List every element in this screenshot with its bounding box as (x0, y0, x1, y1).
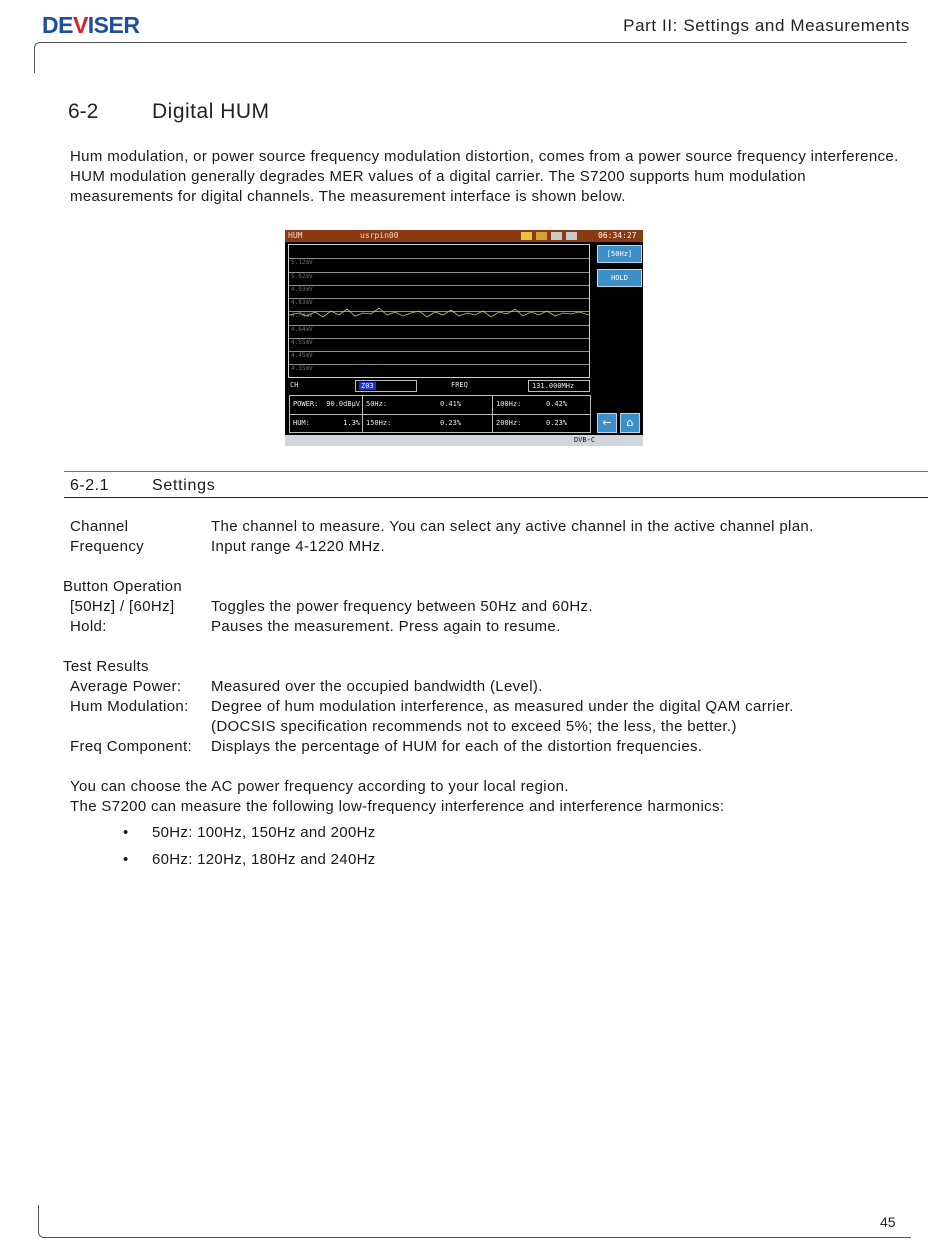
row-divider (290, 414, 590, 415)
closing-line: You can choose the AC power frequency according to your local region. (70, 778, 569, 795)
home-icon[interactable]: ⌂ (620, 413, 640, 433)
bullet-item: 50Hz: 100Hz, 150Hz and 200Hz (152, 824, 376, 841)
y-tick-label: 5.02mV (291, 273, 313, 280)
bullet-item: 60Hz: 120Hz, 180Hz and 240Hz (152, 851, 376, 868)
hum-measurement-screenshot (285, 230, 643, 446)
result-desc: Displays the percentage of HUM for each of the distortion frequencies. (211, 738, 703, 755)
result-term: Hum Modulation: (70, 698, 189, 715)
hz200-label: 200Hz: (496, 419, 522, 427)
result-term: Freq Component: (70, 738, 192, 755)
setting-desc: Input range 4-1220 MHz. (211, 538, 385, 555)
svg-text:DEVISER: DEVISER (42, 12, 140, 38)
mode-indicator: DVB-C (574, 436, 596, 444)
signal-icon (566, 232, 577, 240)
hz200-value: 0.23% (546, 419, 568, 427)
button-term: Hold: (70, 618, 107, 635)
hz100-value: 0.42% (546, 400, 568, 408)
power-value: 90.0dBμV (326, 400, 360, 408)
y-tick-label: 4.74mV (291, 312, 313, 319)
y-tick-label: 5.12mV (291, 259, 313, 266)
hum-value: 1.3% (343, 419, 360, 427)
result-term: Average Power: (70, 678, 182, 695)
test-results-heading: Test Results (63, 658, 149, 675)
footer-rule (38, 1205, 911, 1238)
battery-icon (521, 232, 532, 240)
hz50-label: 50Hz: (366, 400, 388, 408)
channel-field[interactable] (355, 380, 417, 392)
mode-label: HUM (288, 231, 303, 240)
power-label: POWER: (293, 400, 319, 408)
clock-label: 06:34:27 (598, 231, 637, 240)
freq-label: FREQ (451, 381, 468, 389)
closing-line: The S7200 can measure the following low-frequency interference and interference harmonics: (70, 798, 725, 815)
y-tick-label: 4.83mV (291, 299, 313, 306)
hz100-label: 100Hz: (496, 400, 522, 408)
result-desc: Degree of hum modulation interference, as measured under the digital QAM carrier. (211, 698, 794, 715)
part-title: Part II: Settings and Measurements (623, 16, 910, 35)
subsection-rule-top (64, 471, 928, 472)
page-number: 45 (880, 1214, 896, 1230)
back-icon[interactable]: ← (597, 413, 617, 433)
subsection-number: 6-2.1 (70, 477, 109, 494)
result-desc: Measured over the occupied bandwidth (Level). (211, 678, 543, 695)
hz50-value: 0.41% (440, 400, 462, 408)
freq-toggle-button[interactable]: [50Hz] (597, 245, 642, 263)
button-term: [50Hz] / [60Hz] (70, 598, 175, 615)
hum-label: HUM: (293, 419, 310, 427)
y-tick-label: 4.55mV (291, 339, 313, 346)
deviser-logo (42, 12, 150, 38)
section-title: Digital HUM (152, 100, 270, 123)
hz150-value: 0.23% (440, 419, 462, 427)
status-bar (285, 230, 643, 242)
user-label: usrpin00 (360, 231, 399, 240)
bullet-icon: • (123, 824, 129, 841)
button-desc: Pauses the measurement. Press again to resume. (211, 618, 561, 635)
y-tick-label: 4.45mV (291, 352, 313, 359)
intro-paragraph: Hum modulation, or power source frequency modulation distortion, comes from a power source frequency interference. HUM modulation generally degrades MER values of a digital carrier. The S7200 supports hum modulation measurements for digital channels. The measurement interface is shown below. (70, 148, 899, 205)
hum-trace (289, 245, 589, 377)
ch-label: CH (290, 381, 299, 389)
usb-icon (536, 232, 547, 240)
hold-button[interactable]: HOLD (597, 269, 642, 287)
network-icon (551, 232, 562, 240)
result-desc-note: (DOCSIS specification recommends not to exceed 5%; the less, the better.) (211, 718, 737, 735)
y-tick-label: 4.64mV (291, 326, 313, 333)
hum-waveform-plot (288, 244, 590, 378)
setting-term: Frequency (70, 538, 145, 555)
setting-term: Channel (70, 518, 129, 535)
setting-desc: The channel to measure. You can select any active channel in the active channel plan. (211, 518, 814, 535)
button-desc: Toggles the power frequency between 50Hz and 60Hz. (211, 598, 593, 615)
button-operation-heading: Button Operation (63, 578, 183, 595)
frequency-field[interactable]: 131.000MHz (528, 380, 590, 392)
subsection-rule-bottom (64, 497, 928, 498)
subsection-title: Settings (152, 477, 216, 494)
hz150-label: 150Hz: (366, 419, 392, 427)
section-number: 6-2 (68, 100, 99, 123)
channel-value: Z03 (361, 382, 374, 390)
header-rule (34, 42, 907, 73)
y-tick-label: 4.35mV (291, 365, 313, 372)
y-tick-label: 4.93mV (291, 286, 313, 293)
results-table (289, 395, 591, 433)
bullet-icon: • (123, 851, 129, 868)
